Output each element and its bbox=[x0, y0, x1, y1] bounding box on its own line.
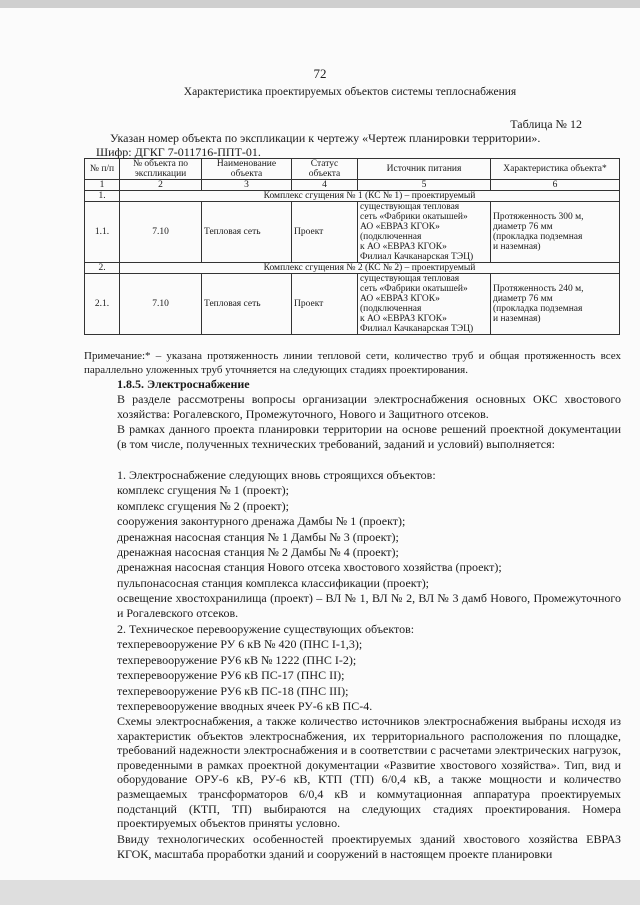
power-source bbox=[358, 202, 491, 263]
page-title: Характеристика проектируемых объектов системы теплоснабжения bbox=[183, 86, 517, 98]
source-line: существующая тепловая bbox=[360, 274, 460, 284]
column-number: 1 bbox=[85, 180, 120, 191]
char-line: и наземная) bbox=[493, 314, 541, 324]
scan-bottom-band bbox=[0, 880, 640, 905]
group-row bbox=[85, 191, 620, 202]
source-line: АО «ЕВРАЗ КГОК» bbox=[360, 222, 440, 232]
group-row bbox=[85, 263, 620, 274]
column-number-row bbox=[85, 180, 620, 191]
char-line: (прокладка подземная bbox=[493, 304, 583, 314]
group-title: Комплекс сгущения № 2 (КС № 2) – проектируемый bbox=[120, 263, 620, 274]
object-characteristic bbox=[491, 274, 620, 335]
list-item: техперевооружение РУ6 кВ № 1222 (ПНС I-2); bbox=[117, 653, 357, 667]
list-item: комплекс сгущения № 2 (проект); bbox=[117, 499, 289, 513]
header-cell: Характеристика объекта* bbox=[491, 159, 620, 180]
table-row bbox=[85, 202, 620, 263]
source-line: к АО «ЕВРАЗ КГОК» bbox=[360, 242, 447, 252]
source-line: (подключенная bbox=[360, 304, 422, 314]
char-line: Протяженность 240 м, bbox=[493, 284, 584, 294]
object-name: Тепловая сеть bbox=[202, 202, 292, 263]
paragraph: В рамках данного проекта планировки территории на основе решений проектной документации (в том числе, полученных технических требований, заданий и условий) выполняется: bbox=[117, 422, 621, 451]
object-number: 7.10 bbox=[120, 202, 202, 263]
char-line: (прокладка подземная bbox=[493, 232, 583, 242]
list-item: дренажная насосная станция № 2 Дамбы № 4 (проект); bbox=[117, 545, 399, 559]
table-header-row bbox=[85, 159, 620, 180]
list-item: сооружения законтурного дренажа Дамбы № 1 (проект); bbox=[117, 514, 406, 528]
table-row bbox=[85, 274, 620, 335]
source-line: сеть «Фабрики окатышей» bbox=[360, 284, 468, 294]
table-note: Примечание:* – указана протяженность линии тепловой сети, количество труб и общая протяженность всех параллельно уложенных труб уточняется на следующих стадиях проектирования. bbox=[84, 350, 621, 376]
column-number: 3 bbox=[202, 180, 292, 191]
document-page bbox=[0, 8, 640, 892]
column-number: 6 bbox=[491, 180, 620, 191]
table-number: Таблица № 12 bbox=[510, 117, 582, 131]
group-title: Комплекс сгущения № 1 (КС № 1) – проектируемый bbox=[120, 191, 620, 202]
header-cell: Статус объекта bbox=[292, 159, 358, 180]
object-number: 7.10 bbox=[120, 274, 202, 335]
object-status: Проект bbox=[292, 274, 358, 335]
scan-top-band bbox=[0, 0, 640, 8]
source-line: АО «ЕВРАЗ КГОК» bbox=[360, 294, 440, 304]
list-item: техперевооружение РУ6 кВ ПС-17 (ПНС II); bbox=[117, 668, 345, 682]
column-number: 2 bbox=[120, 180, 202, 191]
paragraph: В разделе рассмотрены вопросы организации электроснабжения основных ОКС хвостового хозяйства: Рогалевского, Промежуточного, Нового и Защитного отсеков. bbox=[117, 392, 621, 421]
list-item: дренажная насосная станция № 1 Дамбы № 3 (проект); bbox=[117, 530, 399, 544]
row-number: 2.1. bbox=[85, 274, 120, 335]
char-line: диаметр 76 мм bbox=[493, 294, 553, 304]
column-number: 4 bbox=[292, 180, 358, 191]
list-item: техперевооружение вводных ячеек РУ-6 кВ ПС-4. bbox=[117, 699, 373, 713]
list-item: дренажная насосная станция Нового отсека хвостового хозяйства (проект); bbox=[117, 560, 502, 574]
header-cell: № п/п bbox=[85, 159, 120, 180]
page-number: 72 bbox=[313, 66, 327, 81]
group-number: 1. bbox=[85, 191, 120, 202]
column-number: 5 bbox=[358, 180, 491, 191]
intro-line-2: Шифр: ДГКГ 7-011716-ППТ-01. bbox=[96, 145, 261, 159]
source-line: Филиал Качканарская ТЭЦ) bbox=[360, 252, 474, 262]
source-line: сеть «Фабрики окатышей» bbox=[360, 212, 468, 222]
list-heading: 2. Техническое перевооружение существующих объектов: bbox=[117, 622, 415, 636]
char-line: и наземная) bbox=[493, 242, 541, 252]
row-number: 1.1. bbox=[85, 202, 120, 263]
header-cell: Наименование объекта bbox=[202, 159, 292, 180]
char-line: диаметр 76 мм bbox=[493, 222, 553, 232]
object-characteristic bbox=[491, 202, 620, 263]
list-item: освещение хвостохранилища (проект) – ВЛ № 1, ВЛ № 2, ВЛ № 3 дамб Нового, Промежуточного и Рогалевского отсеков. bbox=[117, 591, 621, 620]
paragraph: Ввиду технологических особенностей проектируемых зданий хвостового хозяйства ЕВРАЗ КГОК, масштаба проработки зданий и сооружений в настоящем проекте планировки bbox=[117, 832, 621, 861]
group-number: 2. bbox=[85, 263, 120, 274]
intro-line-1: Указан номер объекта по экспликации к чертежу «Чертеж планировки территории». bbox=[110, 131, 541, 145]
list-item: техперевооружение РУ 6 кВ № 420 (ПНС I-1,3); bbox=[117, 637, 363, 651]
object-status: Проект bbox=[292, 202, 358, 263]
source-line: Филиал Качканарская ТЭЦ) bbox=[360, 324, 474, 334]
source-line: (подключенная bbox=[360, 232, 422, 242]
header-cell: № объекта по экспликации bbox=[120, 159, 202, 180]
header-cell: Источник питания bbox=[358, 159, 491, 180]
source-line: к АО «ЕВРАЗ КГОК» bbox=[360, 314, 447, 324]
list-heading: 1. Электроснабжение следующих вновь строящихся объектов: bbox=[117, 468, 436, 482]
paragraph: Схемы электроснабжения, а также количество источников электроснабжения выбраны исходя из характеристик объектов электроснабжения, их территориального расположения по площадке, требований надежности электроснабжения и в соответствии с расчетами электрических нагрузок, проведенными в рамках проектной документации «Развитие хвостового хозяйства». Тип, вид и оборудование ОРУ-6 кВ, РУ-6 кВ, КТП (ТП) 6/0,4 кВ, а также мощности и количество размещаемых трансформаторов 6/0,4 кВ и коммутационная аппаратура проектируемых подстанций (КТП, ТП) выбираются на следующих стадиях проектирования. Номера проектируемых объектов приняты условно. bbox=[117, 714, 621, 831]
list-item: техперевооружение РУ6 кВ ПС-18 (ПНС III); bbox=[117, 684, 349, 698]
source-line: существующая тепловая bbox=[360, 202, 460, 212]
section-heading: 1.8.5. Электроснабжение bbox=[117, 377, 250, 391]
heating-objects-table bbox=[84, 158, 620, 335]
char-line: Протяженность 300 м, bbox=[493, 212, 584, 222]
object-name: Тепловая сеть bbox=[202, 274, 292, 335]
list-item: пульпонасосная станция комплекса классификации (проект); bbox=[117, 576, 430, 590]
list-item: комплекс сгущения № 1 (проект); bbox=[117, 483, 289, 497]
power-source bbox=[358, 274, 491, 335]
